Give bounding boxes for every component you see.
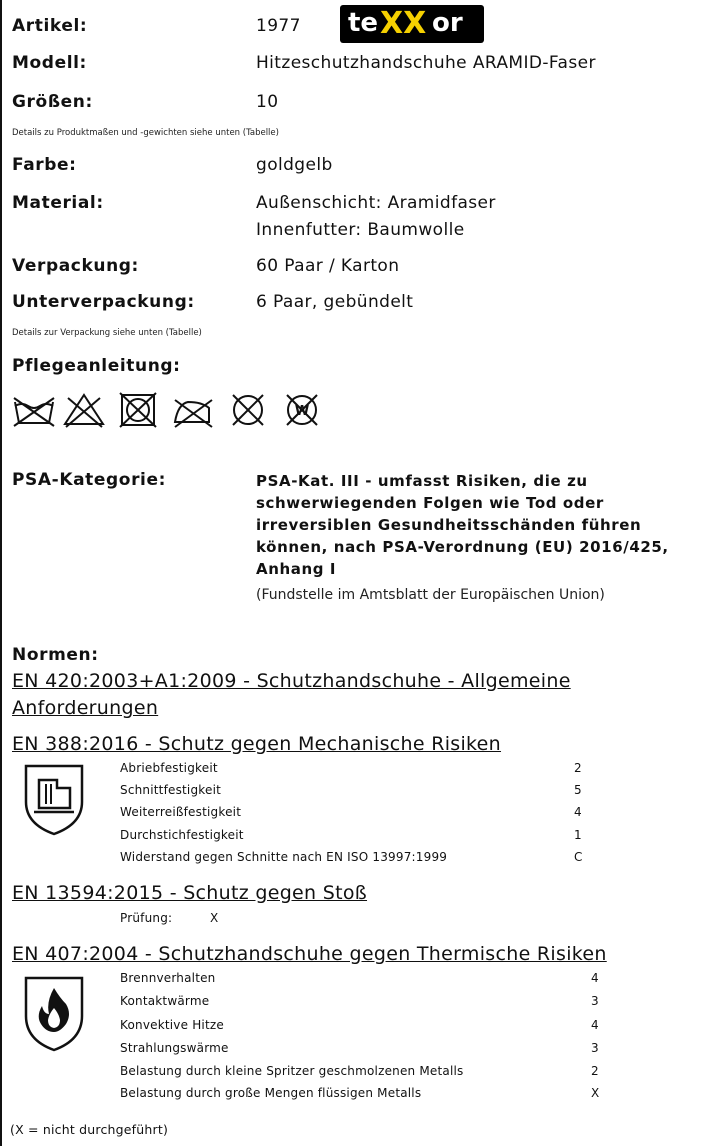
- en407-row-value: X: [591, 1086, 600, 1100]
- en407-row-value: 4: [591, 971, 599, 985]
- psa-text: PSA-Kat. III - umfasst Risiken, die zu schwerwiegenden Folgen wie Tod oder irreversiblen Gesundheitsschänden führen können, nach PSA-Verordnung (EU) 2016/425, Anhang I: [256, 472, 669, 578]
- subpackaging-label: Unterverpackung:: [12, 292, 195, 312]
- en388-row-label: Durchstichfestigkeit: [120, 828, 244, 842]
- en407-row-label: Brennverhalten: [120, 971, 216, 985]
- packaging-value: 60 Paar / Karton: [256, 256, 400, 276]
- en388-row-value: C: [574, 850, 583, 864]
- en420-title-cont: Anforderungen: [12, 697, 159, 719]
- model-value: Hitzeschutzhandschuhe ARAMID-Faser: [256, 53, 596, 73]
- no-wet-clean-icon: [287, 395, 317, 425]
- en388-row-value: 5: [574, 783, 582, 797]
- en407-row-value: 3: [591, 1041, 599, 1055]
- svg-text:W: W: [294, 404, 310, 419]
- care-label: Pflegeanleitung:: [12, 356, 181, 376]
- material-value-inner: Innenfutter: Baumwolle: [256, 220, 465, 240]
- en13594-title: EN 13594:2015 - Schutz gegen Stoß: [12, 882, 368, 904]
- packaging-label: Verpackung:: [12, 256, 139, 276]
- no-dry-clean-icon: [233, 395, 263, 425]
- en388-title: EN 388:2016 - Schutz gegen Mechanische Risiken: [12, 733, 502, 755]
- en388-row-value: 4: [574, 805, 582, 819]
- en388-row-value: 2: [574, 761, 582, 775]
- en407-row-label: Kontaktwärme: [120, 994, 210, 1008]
- article-value: 1977: [256, 16, 301, 36]
- en13594-test-value: X: [210, 911, 219, 925]
- en407-row-value: 3: [591, 994, 599, 1008]
- thermal-risk-flame-shield-icon: [22, 974, 86, 1054]
- sizes-note: Details zu Produktmaßen und -gewichten siehe unten (Tabelle): [12, 128, 279, 138]
- en407-row-label: Belastung durch kleine Spritzer geschmolzenen Metalls: [120, 1064, 464, 1078]
- sizes-value: 10: [256, 92, 279, 112]
- color-label: Farbe:: [12, 155, 77, 175]
- en407-row-label: Belastung durch große Mengen flüssigen Metalls: [120, 1086, 422, 1100]
- en388-row-label: Schnittfestigkeit: [120, 783, 222, 797]
- en407-row-value: 2: [591, 1064, 599, 1078]
- en388-row-value: 1: [574, 828, 582, 842]
- care-icons: [12, 390, 328, 430]
- packaging-note: Details zur Verpackung siehe unten (Tabelle): [12, 328, 202, 338]
- color-value: goldgelb: [256, 155, 333, 175]
- no-iron-icon: [175, 400, 212, 427]
- psa-note: (Fundstelle im Amtsblatt der Europäischen Union): [256, 587, 605, 603]
- subpackaging-value: 6 Paar, gebündelt: [256, 292, 414, 312]
- en420-title: EN 420:2003+A1:2009 - Schutzhandschuhe - Allgemeine: [12, 670, 571, 692]
- article-label: Artikel:: [12, 16, 88, 36]
- en13594-test-label: Prüfung:: [120, 911, 173, 925]
- en407-row-value: 4: [591, 1018, 599, 1032]
- en407-row-label: Strahlungswärme: [120, 1041, 229, 1055]
- no-wash-icon: [14, 398, 54, 426]
- texxor-logo: te XX or: [340, 5, 484, 43]
- no-bleach-icon: [65, 395, 103, 427]
- footnote: (X = nicht durchgeführt): [10, 1122, 169, 1137]
- material-value-outer: Außenschicht: Aramidfaser: [256, 193, 496, 213]
- no-tumble-dry-icon: [120, 393, 156, 427]
- mechanical-risk-shield-icon: [22, 762, 86, 838]
- en407-row-label: Konvektive Hitze: [120, 1018, 224, 1032]
- sizes-label: Größen:: [12, 92, 93, 112]
- model-label: Modell:: [12, 53, 87, 73]
- en388-row-label: Widerstand gegen Schnitte nach EN ISO 13997:1999: [120, 850, 448, 864]
- psa-label: PSA-Kategorie:: [12, 470, 167, 490]
- en388-row-label: Weiterreißfestigkeit: [120, 805, 242, 819]
- norms-label: Normen:: [12, 645, 99, 665]
- material-label: Material:: [12, 193, 104, 213]
- en407-title: EN 407:2004 - Schutzhandschuhe gegen Thermische Risiken: [12, 943, 607, 965]
- en388-row-label: Abriebfestigkeit: [120, 761, 218, 775]
